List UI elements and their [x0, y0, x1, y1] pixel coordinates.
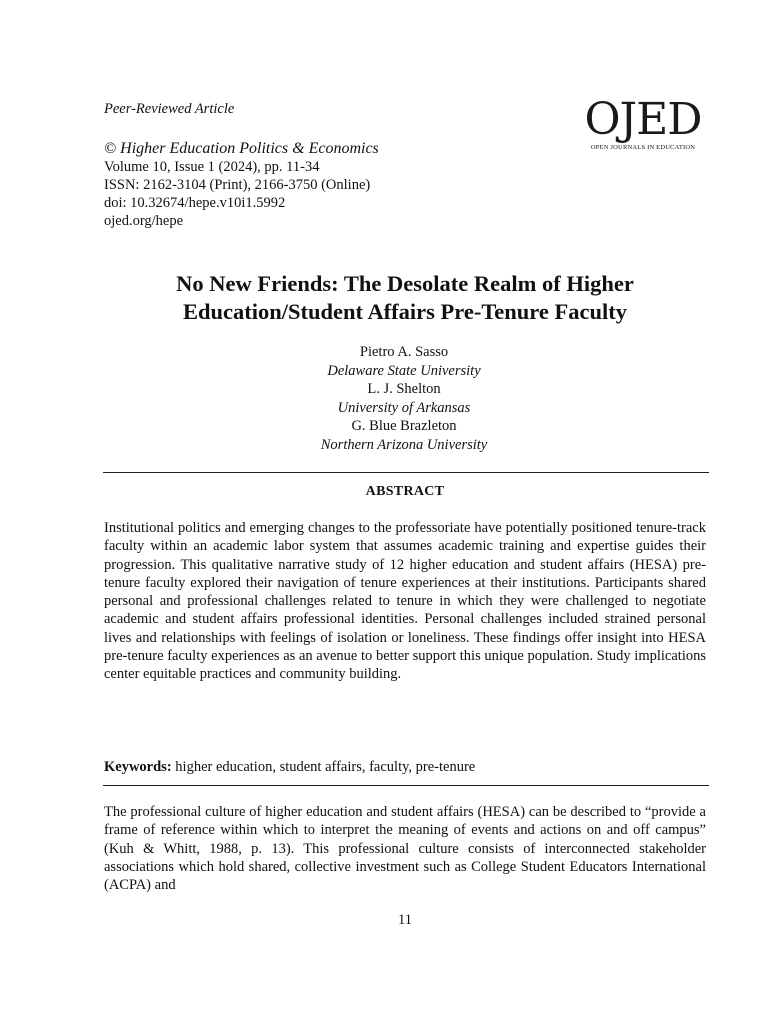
keywords-label: Keywords:: [104, 759, 172, 775]
author-name: Pietro A. Sasso: [359, 344, 449, 360]
volume-info: Volume 10, Issue 1 (2024), pp. 11-34: [104, 159, 320, 175]
title-line-1: No New Friends: The Desolate Realm of Higher: [176, 271, 634, 296]
abstract-heading: ABSTRACT: [365, 484, 445, 499]
author-name: G. Blue Brazleton: [351, 418, 457, 434]
article-title: [100, 270, 710, 326]
author-affiliation: University of Arkansas: [337, 399, 471, 416]
article-header: [104, 100, 524, 230]
author-name: L. J. Shelton: [367, 381, 441, 397]
body-paragraph: The professional culture of higher education and student affairs (HESA) can be described to “provide a frame of reference within which to interpret the meaning of events and actions on and off campus” (Kuh & Whitt, 1988, p. 13). This professional culture consists of interconnected stakeholder associations which hold shared, collective investment such as College Student Educators International (ACPA) and: [104, 804, 706, 894]
abstract-text: Institutional politics and emerging changes to the professoriate have potentially positioned tenure-track faculty within an academic labor system that assumes academic training and expertise guides their progression. This qualitative narrative study of 12 higher education and student affairs (HESA) pre-tenure faculty explored their navigation of tenure experiences at their institutions. Participants shared personal and professional challenges related to tenure in which they were challenged to negotiate academic and student affairs professional identities. Personal challenges included strained personal lives and relationships with feelings of isolation or loneliness. These findings offer insight into HESA pre-tenure faculty experiences as an avenue to better support this unique population. Study implications center equitable practices and community building.: [104, 520, 706, 683]
keywords: [104, 758, 706, 776]
page-number: 11: [398, 912, 412, 928]
divider-bottom: [103, 785, 709, 786]
journal-url: ojed.org/hepe: [104, 213, 184, 229]
article-type: Peer-Reviewed Article: [104, 101, 235, 117]
logo-subtitle: OPEN JOURNALS IN EDUCATION: [590, 144, 696, 151]
author-affiliation: Delaware State University: [327, 362, 481, 379]
title-line-2: Education/Student Affairs Pre-Tenure Faculty: [183, 299, 627, 324]
logo-mark: OJED: [584, 94, 702, 145]
doi-info: doi: 10.32674/hepe.v10i1.5992: [104, 195, 286, 211]
author-list: [104, 343, 704, 454]
keywords-text: higher education, student affairs, faculty, pre-tenure: [175, 759, 476, 775]
divider-top: [103, 472, 709, 473]
ojed-logo: [578, 94, 708, 151]
author-affiliation: Northern Arizona University: [320, 436, 488, 453]
journal-name: © Higher Education Politics & Economics: [104, 140, 379, 157]
issn-info: ISSN: 2162-3104 (Print), 2166-3750 (Online): [104, 177, 371, 193]
